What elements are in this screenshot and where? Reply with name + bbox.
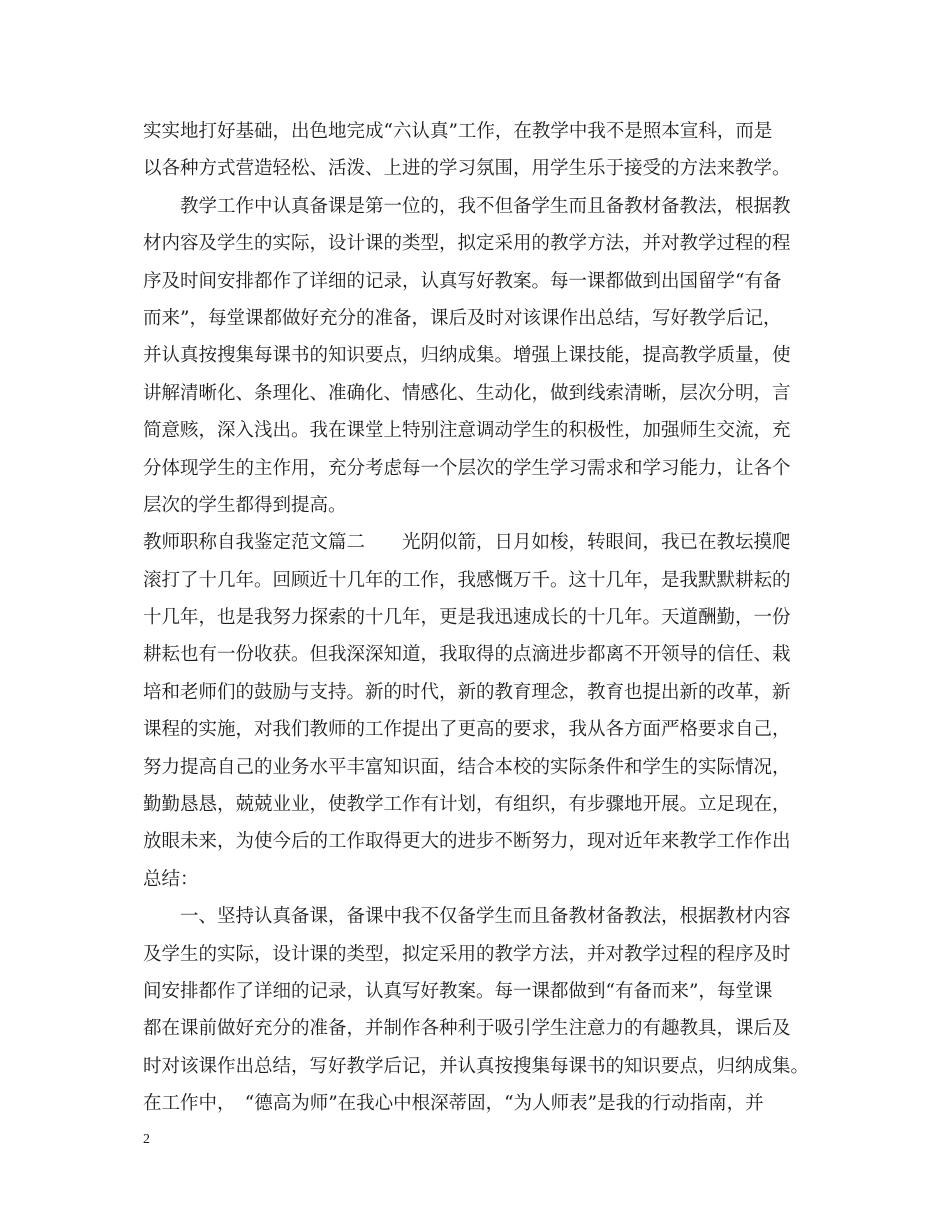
text-line: 勤勤恳恳，兢兢业业，使教学工作有计划，有组织，有步骤地开展。立足现在，	[143, 794, 791, 816]
text-line: 教学工作中认真备课是第一位的，我不但备学生而且备教材备教法，根据教	[143, 195, 791, 217]
text-line: 课程的实施，对我们教师的工作提出了更高的要求，我从各方面严格要求自己，	[143, 719, 791, 741]
text-line: 及学生的实际，设计课的类型，拟定采用的教学方法，并对教学过程的程序及时	[143, 943, 791, 965]
text-line: 努力提高自己的业务水平丰富知识面，结合本校的实际条件和学生的实际情况，	[143, 756, 791, 778]
text-line: 而来”，每堂课都做好充分的准备，课后及时对该课作出总结，写好教学后记，	[143, 307, 782, 329]
text-line: 培和老师们的鼓励与支持。新的时代，新的教育理念，教育也提出新的改革，新	[143, 681, 791, 703]
text-line: 以各种方式营造轻松、活泼、上进的学习氛围，用学生乐于接受的方法来教学。	[143, 158, 791, 180]
text-line: 讲解清晰化、条理化、准确化、情感化、生动化，做到线索清晰，层次分明，言	[143, 382, 791, 404]
body-text	[143, 113, 823, 1123]
text-line: 序及时间安排都作了详细的记录，认真写好教案。每一课都做到出国留学“有备	[143, 270, 782, 292]
text-line: 都在课前做好充分的准备，并制作各种利于吸引学生注意力的有趣教具，课后及	[143, 1018, 791, 1040]
text-line: 在工作中， “德高为师”在我心中根深蒂固，“为人师表”是我的行动指南，并	[143, 1093, 764, 1115]
text-line: 滚打了十几年。回顾近十几年的工作，我感慨万千。这十几年，是我默默耕耘的	[143, 569, 791, 591]
text-line: 分体现学生的主作用，充分考虑每一个层次的学生学习需求和学习能力，让各个	[143, 457, 791, 479]
text-line: 十几年，也是我努力探索的十几年，更是我迅速成长的十几年。天道酬勤，一份	[143, 607, 791, 629]
page-number: 2	[143, 1132, 150, 1147]
text-line: 一、坚持认真备课，备课中我不仅备学生而且备教材备教法，根据教材内容	[143, 906, 791, 928]
text-line: 耕耘也有一份收获。但我深深知道，我取得的点滴进步都离不开领导的信任、栽	[143, 644, 791, 666]
text-line: 层次的学生都得到提高。	[143, 494, 347, 516]
text-line: 简意赅，深入浅出。我在课堂上特别注意调动学生的积极性，加强师生交流，充	[143, 420, 791, 442]
text-line: 实实地打好基础，出色地完成“六认真”工作，在教学中我不是照本宣科，而是	[143, 121, 773, 142]
text-line: 总结：	[143, 868, 199, 890]
text-line: 并认真按搜集每课书的知识要点，归纳成集。增强上课技能，提高教学质量，使	[143, 345, 791, 367]
text-line: 时对该课作出总结，写好教学后记，并认真按搜集每课书的知识要点，归纳成集。	[143, 1055, 810, 1077]
text-line: 放眼未来，为使今后的工作取得更大的进步不断努力，现对近年来教学工作作出	[143, 831, 791, 853]
text-line: 材内容及学生的实际，设计课的类型，拟定采用的教学方法，并对教学过程的程	[143, 233, 791, 255]
text-line: 间安排都作了详细的记录，认真写好教案。每一课都做到“有备而来”，每堂课	[143, 980, 773, 1002]
section-heading-line: 教师职称自我鉴定范文篇二 光阴似箭，日月如梭，转眼间，我已在教坛摸爬	[143, 532, 791, 554]
